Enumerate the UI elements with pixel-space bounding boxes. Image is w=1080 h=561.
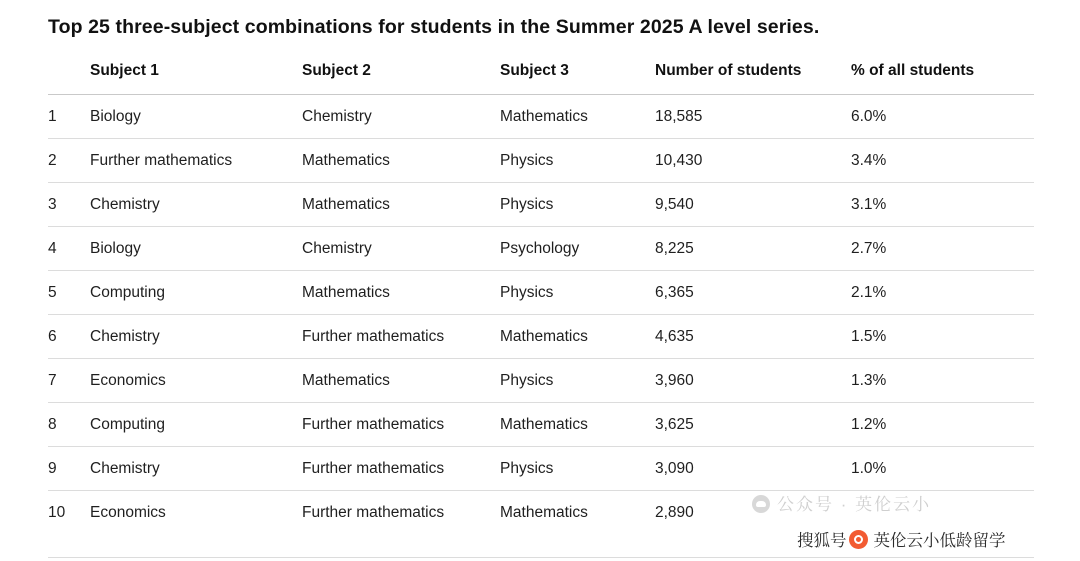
cell-subject2: Mathematics [302, 359, 500, 403]
combinations-table [48, 62, 1034, 534]
table-row [48, 183, 1034, 227]
cell-percent: 2.1% [851, 271, 1034, 315]
table-row [48, 447, 1034, 491]
cell-subject2: Further mathematics [302, 315, 500, 359]
cell-subject1: Chemistry [90, 447, 302, 491]
cell-subject2: Further mathematics [302, 403, 500, 447]
page-title: Top 25 three-subject combinations for students in the Summer 2025 A level series. [48, 16, 820, 38]
table-row [48, 139, 1034, 183]
cell-rank: 5 [48, 271, 90, 315]
wechat-watermark-text: 公众号 · 英伦云小 [777, 495, 932, 514]
cell-subject1: Chemistry [90, 183, 302, 227]
table-header-row [48, 62, 1034, 95]
cell-rank: 3 [48, 183, 90, 227]
table-bottom-divider [48, 557, 1034, 558]
cell-subject3: Mathematics [500, 491, 655, 535]
cell-rank: 10 [48, 491, 90, 535]
column-header-subject2: Subject 2 [302, 62, 371, 79]
column-header-rank [48, 62, 90, 95]
cell-percent: 3.1% [851, 183, 1034, 227]
sohu-watermark [797, 527, 1006, 551]
column-header-subject1: Subject 1 [90, 62, 159, 79]
table-row [48, 315, 1034, 359]
cell-rank: 1 [48, 95, 90, 139]
sohu-icon [849, 530, 868, 549]
cell-subject1: Chemistry [90, 315, 302, 359]
cell-rank: 6 [48, 315, 90, 359]
cell-subject3: Mathematics [500, 403, 655, 447]
table-row [48, 359, 1034, 403]
cell-students: 4,635 [655, 315, 851, 359]
cell-subject2: Further mathematics [302, 491, 500, 535]
cell-subject2: Mathematics [302, 183, 500, 227]
cell-subject3: Physics [500, 447, 655, 491]
sohu-watermark-prefix: 搜狐号 [797, 532, 847, 550]
cell-students: 6,365 [655, 271, 851, 315]
cell-subject3: Physics [500, 139, 655, 183]
cell-subject3: Mathematics [500, 95, 655, 139]
cell-subject1: Economics [90, 359, 302, 403]
cell-students: 2,890 [655, 491, 851, 535]
column-header-percent: % of all students [851, 62, 975, 79]
cell-percent: 1.3% [851, 359, 1034, 403]
column-header-students: Number of students [655, 62, 802, 79]
cell-percent: 1.5% [851, 315, 1034, 359]
cell-students: 9,540 [655, 183, 851, 227]
cell-rank: 7 [48, 359, 90, 403]
cell-rank: 4 [48, 227, 90, 271]
cell-subject1: Computing [90, 271, 302, 315]
wechat-icon [752, 495, 770, 513]
cell-students: 10,430 [655, 139, 851, 183]
cell-students: 8,225 [655, 227, 851, 271]
table-body [48, 95, 1034, 535]
combinations-table-container [48, 62, 1038, 534]
cell-subject1: Biology [90, 95, 302, 139]
table-row [48, 227, 1034, 271]
table-row [48, 271, 1034, 315]
cell-subject2: Mathematics [302, 139, 500, 183]
cell-percent: 6.0% [851, 95, 1034, 139]
cell-percent: 2.7% [851, 227, 1034, 271]
cell-subject1: Economics [90, 491, 302, 535]
table-row [48, 95, 1034, 139]
cell-subject2: Chemistry [302, 95, 500, 139]
cell-subject2: Mathematics [302, 271, 500, 315]
cell-students: 3,625 [655, 403, 851, 447]
cell-rank: 9 [48, 447, 90, 491]
cell-subject1: Further mathematics [90, 139, 302, 183]
cell-subject1: Computing [90, 403, 302, 447]
column-header-subject3: Subject 3 [500, 62, 569, 79]
sohu-watermark-text: 英伦云小低龄留学 [873, 532, 1006, 550]
cell-percent: 1.0% [851, 447, 1034, 491]
table-header [48, 62, 1034, 95]
cell-subject2: Chemistry [302, 227, 500, 271]
cell-percent: 1.2% [851, 403, 1034, 447]
cell-subject3: Mathematics [500, 315, 655, 359]
table-row [48, 403, 1034, 447]
cell-subject1: Biology [90, 227, 302, 271]
cell-rank: 8 [48, 403, 90, 447]
cell-rank: 2 [48, 139, 90, 183]
cell-subject3: Psychology [500, 227, 655, 271]
cell-subject3: Physics [500, 271, 655, 315]
cell-students: 18,585 [655, 95, 851, 139]
cell-subject3: Physics [500, 183, 655, 227]
cell-subject3: Physics [500, 359, 655, 403]
cell-students: 3,960 [655, 359, 851, 403]
cell-students: 3,090 [655, 447, 851, 491]
wechat-watermark [752, 490, 931, 515]
cell-percent: 3.4% [851, 139, 1034, 183]
cell-subject2: Further mathematics [302, 447, 500, 491]
